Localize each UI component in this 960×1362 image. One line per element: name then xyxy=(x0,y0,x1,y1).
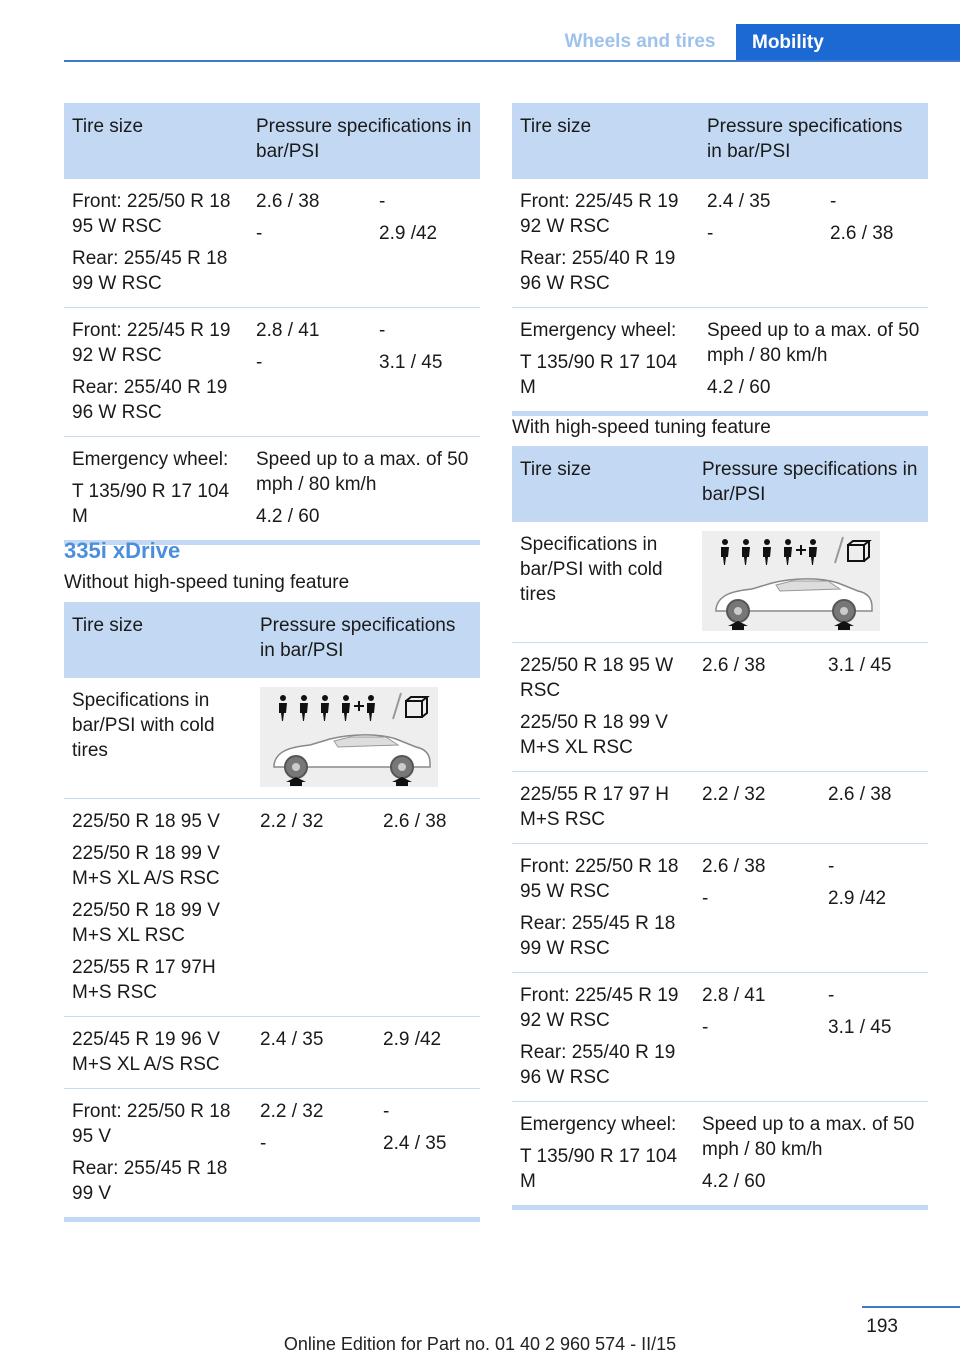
pressure-value: 2.8 / 41 xyxy=(702,985,766,1006)
pressure-value: 2.4 / 35 xyxy=(383,1133,447,1154)
emergency-size: T 135/90 R 17 104 M xyxy=(520,1146,678,1192)
edition-text: Online Edition for Part no. 01 40 2 960 574 - II/15 xyxy=(283,1334,677,1354)
pressure-value: 2.4 / 35 xyxy=(260,1029,324,1050)
tire-size: 225/45 R 19 96 V M+S XL A/S RSC xyxy=(72,1029,220,1075)
emergency-label: Emergency wheel: xyxy=(520,1114,677,1135)
table-row xyxy=(64,1017,480,1089)
pressure-value: 2.6 / 38 xyxy=(702,655,766,676)
rear-tire-size: Rear: 255/45 R 18 99 W RSC xyxy=(520,913,676,959)
table-row xyxy=(512,772,928,844)
table-row xyxy=(512,643,928,772)
tire-size: 225/50 R 18 95 W RSC xyxy=(520,655,674,701)
pressure-value: 2.2 / 32 xyxy=(260,1101,324,1122)
dash: - xyxy=(383,1101,390,1122)
table-row xyxy=(512,1102,928,1208)
tire-pressure-table-2 xyxy=(64,602,480,1222)
pressure-value: 4.2 / 60 xyxy=(702,1171,766,1192)
dash: - xyxy=(379,320,386,341)
dash: - xyxy=(830,191,837,212)
front-tire-size: Front: 225/50 R 18 95 W RSC xyxy=(72,191,231,237)
dash: - xyxy=(256,223,263,244)
front-tire-size: Front: 225/50 R 18 95 W RSC xyxy=(520,856,679,902)
pressure-value: 2.9 /42 xyxy=(383,1029,442,1050)
dash: - xyxy=(256,352,263,373)
dash: - xyxy=(707,223,714,244)
table-row xyxy=(512,308,928,414)
table-row xyxy=(64,308,480,437)
table-row xyxy=(512,973,928,1102)
pressure-value: 3.1 / 45 xyxy=(828,1017,892,1038)
col-header-tire-size: Tire size xyxy=(512,446,694,522)
dash: - xyxy=(828,985,835,1006)
table-row xyxy=(512,844,928,973)
passenger-luggage-car-icon xyxy=(260,687,438,787)
col-header-pressure: Pressure specifications in bar/PSI xyxy=(694,446,928,522)
table-row xyxy=(64,1089,480,1220)
rear-tire-size: Rear: 255/45 R 18 99 W RSC xyxy=(72,248,228,294)
col-header-tire-size: Tire size xyxy=(512,103,699,179)
without-tuning-label: Without high-speed tuning feature xyxy=(64,572,350,593)
tire-size: 225/55 R 17 97H M+S RSC xyxy=(72,957,216,1003)
col-header-tire-size: Tire size xyxy=(64,103,248,179)
emergency-size: T 135/90 R 17 104 M xyxy=(72,481,230,527)
spec-label: Specifications in bar/PSI with cold tires xyxy=(520,534,663,605)
pressure-value: 2.6 / 38 xyxy=(702,856,766,877)
pressure-value: 2.2 / 32 xyxy=(260,811,324,832)
with-tuning-label: With high-speed tuning feature xyxy=(512,417,771,438)
col-header-tire-size: Tire size xyxy=(64,602,252,678)
table-row xyxy=(512,179,928,308)
pressure-value: 2.6 / 38 xyxy=(830,223,894,244)
tire-pressure-table-4 xyxy=(512,446,928,1210)
pressure-value: 2.6 / 38 xyxy=(256,191,320,212)
header-section-tab[interactable]: Wheels and tires xyxy=(564,31,716,52)
front-tire-size: Front: 225/45 R 19 92 W RSC xyxy=(520,985,679,1031)
tire-size: 225/50 R 18 99 V M+S XL A/S RSC xyxy=(72,843,220,889)
pressure-value: 2.8 / 41 xyxy=(256,320,320,341)
rear-tire-size: Rear: 255/40 R 19 96 W RSC xyxy=(520,248,676,294)
dash: - xyxy=(379,191,386,212)
pressure-value: 2.2 / 32 xyxy=(702,784,766,805)
table-row xyxy=(64,678,480,799)
pressure-value: 2.9 /42 xyxy=(828,888,887,909)
header-rule xyxy=(64,60,960,62)
dash: - xyxy=(702,1017,709,1038)
front-tire-size: Front: 225/50 R 18 95 V xyxy=(72,1101,231,1147)
tire-size: 225/50 R 18 99 V M+S XL RSC xyxy=(520,712,668,758)
tire-pressure-table-3 xyxy=(512,103,928,416)
emergency-note: Speed up to a max. of 50 mph / 80 km/h xyxy=(702,1114,915,1160)
pressure-value: 2.4 / 35 xyxy=(707,191,771,212)
tire-size: 225/55 R 17 97 H M+S RSC xyxy=(520,784,669,830)
emergency-size: T 135/90 R 17 104 M xyxy=(520,352,678,398)
table-row xyxy=(64,179,480,308)
dash: - xyxy=(702,888,709,909)
tire-size: 225/50 R 18 95 V xyxy=(72,811,220,832)
footer-rule xyxy=(862,1306,960,1308)
emergency-note: Speed up to a max. of 50 mph / 80 km/h xyxy=(256,449,469,495)
table-row xyxy=(64,799,480,1017)
col-header-pressure: Pressure specifications in bar/PSI xyxy=(252,602,480,678)
pressure-value: 2.6 / 38 xyxy=(383,811,447,832)
pressure-value: 2.9 /42 xyxy=(379,223,438,244)
pressure-value: 2.6 / 38 xyxy=(828,784,892,805)
col-header-pressure: Pressure specifications in bar/PSI xyxy=(248,103,480,179)
rear-tire-size: Rear: 255/40 R 19 96 W RSC xyxy=(520,1042,676,1088)
emergency-label: Emergency wheel: xyxy=(72,449,229,470)
pressure-value: 3.1 / 45 xyxy=(828,655,892,676)
section-heading: 335i xDrive xyxy=(64,538,181,563)
col-header-pressure: Pressure specifications in bar/PSI xyxy=(699,103,928,179)
rear-tire-size: Rear: 255/45 R 18 99 V xyxy=(72,1158,228,1204)
emergency-label: Emergency wheel: xyxy=(520,320,677,341)
dash: - xyxy=(260,1133,267,1154)
pressure-value: 3.1 / 45 xyxy=(379,352,443,373)
tire-pressure-table-1 xyxy=(64,103,480,545)
table-row xyxy=(64,437,480,543)
header-chapter-tab[interactable]: Mobility xyxy=(736,24,960,61)
pressure-value: 4.2 / 60 xyxy=(256,506,320,527)
table-row xyxy=(512,522,928,643)
tire-size: 225/50 R 18 99 V M+S XL RSC xyxy=(72,900,220,946)
emergency-note: Speed up to a max. of 50 mph / 80 km/h xyxy=(707,320,920,366)
spec-label: Specifications in bar/PSI with cold tires xyxy=(72,690,215,761)
front-tire-size: Front: 225/45 R 19 92 W RSC xyxy=(72,320,231,366)
pressure-value: 4.2 / 60 xyxy=(707,377,771,398)
dash: - xyxy=(828,856,835,877)
rear-tire-size: Rear: 255/40 R 19 96 W RSC xyxy=(72,377,228,423)
front-tire-size: Front: 225/45 R 19 92 W RSC xyxy=(520,191,679,237)
page-number: 193 xyxy=(866,1316,898,1337)
passenger-luggage-car-icon xyxy=(702,531,880,631)
